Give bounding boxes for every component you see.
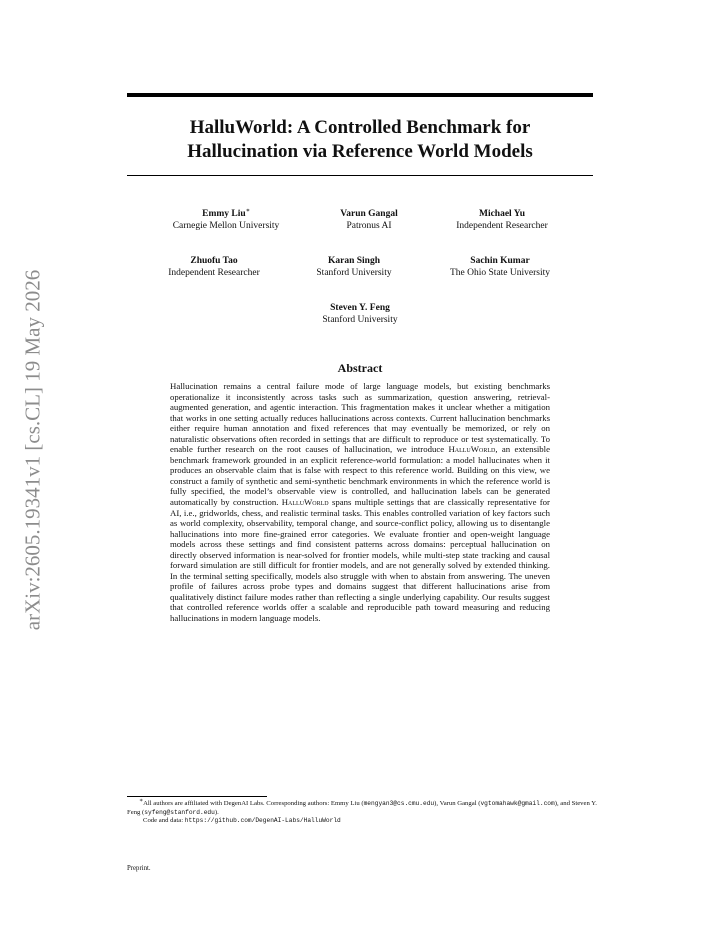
author-name: Michael Yu bbox=[478, 209, 525, 219]
author-block bbox=[134, 255, 294, 279]
email-link[interactable]: mengyan3@cs.cmu.edu bbox=[363, 800, 435, 807]
author-name: Zhuofu Tao bbox=[190, 256, 238, 266]
title-bottom-rule bbox=[127, 175, 593, 176]
arxiv-identifier: arXiv:2605.19341v1 [cs.CL] 19 May 2026 bbox=[20, 269, 45, 631]
affiliation-footnote: ∗All authors are affiliated with DegenAI Labs. Corresponding authors: Emmy Liu (mengyan3@cs.cmu.edu), Varun Gangal (vgtomahawk@gmail.com), and Steven Y. Feng (syfeng@stanford.edu). bbox=[127, 797, 597, 816]
footnotes bbox=[127, 797, 597, 826]
author-name: Steven Y. Feng bbox=[330, 303, 390, 313]
author-affiliation: Carnegie Mellon University bbox=[172, 221, 280, 231]
author-block bbox=[420, 255, 580, 279]
author-affiliation: Stanford University bbox=[322, 315, 398, 325]
author-block bbox=[422, 208, 582, 232]
abstract-text: spans multiple settings that are classically representative for AI, i.e., gridworlds, chess, and realistic terminal tasks. This enables controlled variation of key factors such as world complexity, observability, temporal change, and source-conflict policy, allowing us to disentangle hallucinations into more fine-grained error categories. We evaluate frontier and open-weight language models across these settings and find consistent patterns across domains: perceptual hallucination on directly observed information is near-solved for frontier models, while multi-step state tracking and causal forward simulation are still difficult for frontier models, and are not generally solved by extended thinking. In the terminal setting specifically, models also struggle with when to abstain from answering. The uneven profile of failures across probe types and domains suggest that different hallucinations arise from qualitatively distinct failure modes rather than reflecting a single underlying capability. Our results suggest that controlled reference worlds offer a scalable and reproducible path toward measuring and reducing hallucinations in modern language models. bbox=[170, 497, 550, 624]
author-affiliation: Patronus AI bbox=[346, 221, 392, 231]
author-name: Karan Singh bbox=[327, 256, 380, 266]
author-block bbox=[274, 255, 434, 279]
author-block bbox=[146, 208, 306, 232]
author-name: Sachin Kumar bbox=[470, 256, 530, 266]
title-top-rule bbox=[127, 93, 593, 97]
author-affiliation: The Ohio State University bbox=[450, 268, 550, 278]
arxiv-sidebar bbox=[18, 0, 48, 932]
author-name: Emmy Liu bbox=[202, 209, 246, 219]
author-name: Varun Gangal bbox=[340, 209, 398, 219]
abstract-body bbox=[170, 381, 550, 624]
abstract-text: , an extensible benchmark framework grounded in an explicit reference-world formulation: a model hallucinates when it produces an observable claim that is false with respect to this reference world. Building on this view, we construct a family of synthetic and semi-synthetic benchmark environments in which the reference world is fully specified, the model’s observable view is controlled, and hallucination labels can be generated automatically by construction. bbox=[170, 444, 551, 508]
footnote-rule bbox=[127, 796, 267, 797]
author-block bbox=[280, 302, 440, 326]
paper-title bbox=[127, 116, 593, 164]
footnote-mark: ∗ bbox=[139, 797, 144, 804]
code-url-link[interactable]: https://github.com/DegenAI-Labs/HalluWorld bbox=[184, 817, 341, 825]
email-link[interactable]: vgtomahawk@gmail.com bbox=[480, 800, 555, 807]
email-link[interactable]: syfeng@stanford.edu bbox=[144, 808, 215, 816]
code-footnote: Code and data: https://github.com/DegenAI-Labs/HalluWorld bbox=[143, 817, 341, 825]
author-footnote-mark: ∗ bbox=[245, 207, 250, 214]
title-line-1: HalluWorld: A Controlled Benchmark for bbox=[189, 117, 531, 138]
abstract-text: Hallucination remains a central failure mode of large language models, but existing benchmarks operationalize it inconsistently across tasks such as summarization, question answering, retrieval-augmented generation, and agentic interaction. This fragmentation makes it unclear whether a mitigation that works in one setting actually reduces hallucinations across contexts. Current hallucination benchmarks either require human annotation and fixed references that may eventually be memorized, or rely on naturalistic observations often recorded in settings that are difficult to reproduce or test systematically. To enable further research on the root causes of hallucination, we introduce bbox=[170, 381, 550, 455]
author-affiliation: Independent Researcher bbox=[168, 268, 260, 278]
preprint-label: Preprint. bbox=[127, 865, 151, 872]
author-affiliation: Stanford University bbox=[316, 268, 392, 278]
abstract-heading: Abstract bbox=[337, 361, 383, 375]
title-line-2: Hallucination via Reference World Models bbox=[187, 141, 533, 162]
author-affiliation: Independent Researcher bbox=[456, 221, 548, 231]
benchmark-name: HalluWorld bbox=[281, 497, 329, 508]
benchmark-name: HalluWorld bbox=[448, 444, 496, 455]
